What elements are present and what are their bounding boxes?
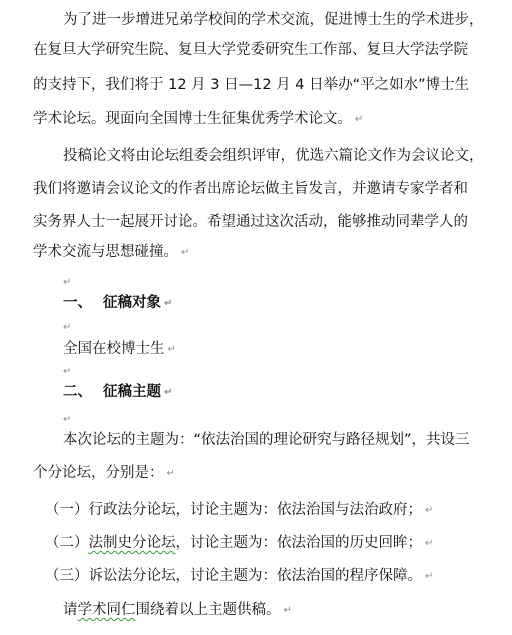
spellcheck-underline: 法制史分论坛 xyxy=(88,535,176,551)
section-2-line-1: 本次论坛的主题为：“依法治国的理论研究与路径规划”，共设三 xyxy=(63,432,470,448)
intro-line-3: 的支持下，我们将于 12 月 3 日—12 月 4 日举办“平之如水”博士生 xyxy=(33,77,470,93)
intro-line-1: 为了进一步增进兄弟学校间的学术交流，促进博士生的学术进步， xyxy=(63,12,484,28)
closing-line: 请学术同仁围绕着以上主题供稿。 ↵ xyxy=(63,602,292,618)
forum-item-1: （一）行政法分论坛，讨论主题为：依法治国与法治政府； ↵ xyxy=(45,502,434,518)
section-2-line-2: 个分论坛，分别是： ↵ xyxy=(33,465,175,481)
review-line-2: 我们将邀请会议论文的作者出席论坛做主旨发言，并邀请专家学者和 xyxy=(33,181,468,197)
intro-line-4: 学术论坛。现面向全国博士生征集优秀学术论文。 ↵ xyxy=(33,111,364,127)
paragraph-mark: ↵ xyxy=(425,571,434,582)
paragraph-mark: ↵ xyxy=(283,605,292,616)
section-1-content: 全国在校博士生 ↵ xyxy=(63,341,176,357)
review-line-4: 学术交流与思想碰撞。 ↵ xyxy=(33,244,190,260)
intro-line-2: 在复旦大学研究生院、复旦大学党委研究生工作部、复旦大学法学院 xyxy=(33,42,468,58)
paragraph-mark: ↵ xyxy=(166,468,175,479)
forum-item-2: （二）法制史分论坛，讨论主题为：依法治国的历史回眸； ↵ xyxy=(45,535,434,551)
empty-paragraph-mark: ↵ xyxy=(63,366,72,377)
empty-paragraph-mark: ↵ xyxy=(63,414,72,425)
grammar-underline: 学术同仁 xyxy=(77,602,136,618)
paragraph-mark: ↵ xyxy=(164,387,173,398)
empty-paragraph-mark: ↵ xyxy=(63,277,72,288)
review-line-3: 实务界人士一起展开讨论。希望通过这次活动，能够推动同辈学人的 xyxy=(33,214,468,230)
forum-item-3: （三）诉讼法分论坛，讨论主题为：依法治国的程序保障。 ↵ xyxy=(45,568,434,584)
review-line-1: 投稿论文将由论坛组委会组织评审，优选六篇论文作为会议论文， xyxy=(63,148,484,164)
paragraph-mark: ↵ xyxy=(425,538,434,549)
section-2-heading: 二、 征稿主题 ↵ xyxy=(63,384,173,400)
empty-paragraph-mark: ↵ xyxy=(63,322,72,333)
paragraph-mark: ↵ xyxy=(181,247,190,258)
section-1-heading: 一、 征稿对象 ↵ xyxy=(63,295,173,311)
paragraph-mark: ↵ xyxy=(355,114,364,125)
paragraph-mark: ↵ xyxy=(164,298,173,309)
paragraph-mark: ↵ xyxy=(167,344,176,355)
paragraph-mark: ↵ xyxy=(425,505,434,516)
